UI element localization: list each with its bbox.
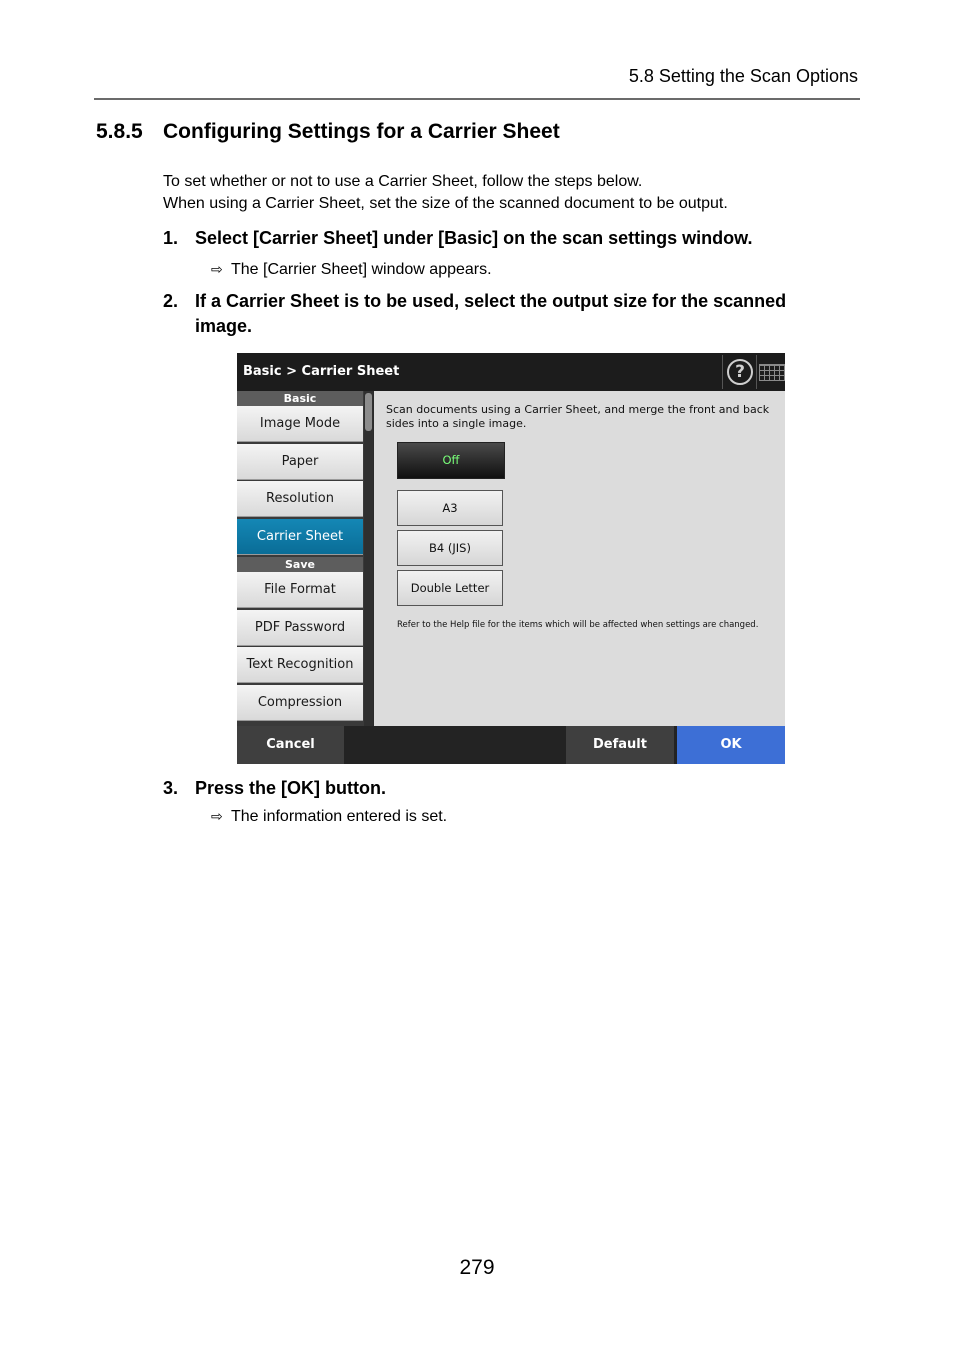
step-1	[163, 226, 752, 251]
running-header: 5.8 Setting the Scan Options	[628, 66, 858, 86]
section-number: 5.8.5	[96, 120, 143, 143]
step-2	[163, 289, 843, 339]
help-note: Refer to the Help file for the items which will be affected when settings are changed.	[397, 620, 759, 630]
option-b4-jis[interactable]: B4 (JIS)	[397, 530, 503, 566]
scan-settings-screen	[237, 353, 785, 764]
sidebar-item-paper[interactable]: Paper	[237, 444, 363, 480]
sidebar-item-pdf-password[interactable]: PDF Password	[237, 610, 363, 646]
result-text: The information entered is set.	[231, 808, 448, 825]
cancel-button[interactable]: Cancel	[237, 726, 344, 764]
header-rule	[94, 98, 860, 100]
section-title-text: Configuring Settings for a Carrier Sheet	[163, 120, 560, 143]
group-label-save: Save	[237, 557, 363, 572]
step-text: If a Carrier Sheet is to be used, select the output size for the scanned image.	[195, 291, 787, 336]
help-button[interactable]	[722, 355, 757, 389]
sidebar-item-text-recognition[interactable]: Text Recognition	[237, 647, 363, 683]
option-double-letter[interactable]: Double Letter	[397, 570, 503, 606]
sidebar-item-compression[interactable]: Compression	[237, 685, 363, 721]
result-text: The [Carrier Sheet] window appears.	[231, 261, 492, 278]
sidebar-item-resolution[interactable]: Resolution	[237, 481, 363, 517]
section-title	[96, 120, 560, 144]
result-arrow-icon: ⇨	[211, 808, 223, 824]
group-label-basic: Basic	[237, 391, 363, 406]
option-off[interactable]: Off	[397, 442, 505, 479]
step-text: Select [Carrier Sheet] under [Basic] on the scan settings window.	[195, 228, 753, 248]
step-number: 1.	[163, 228, 179, 248]
scrollbar-thumb[interactable]	[365, 393, 372, 431]
result-arrow-icon: ⇨	[211, 261, 223, 277]
step-3	[163, 776, 386, 801]
sidebar-item-image-mode[interactable]: Image Mode	[237, 406, 363, 442]
intro-line: When using a Carrier Sheet, set the size of the scanned document to be output.	[163, 195, 728, 212]
sidebar	[237, 391, 364, 726]
default-button[interactable]: Default	[566, 726, 674, 764]
sidebar-item-carrier-sheet[interactable]: Carrier Sheet	[237, 519, 363, 555]
intro-paragraph	[163, 171, 728, 215]
sidebar-item-file-format[interactable]: File Format	[237, 572, 363, 608]
step-number: 3.	[163, 778, 179, 798]
ok-button[interactable]: OK	[677, 726, 785, 764]
content-panel	[374, 391, 785, 726]
step-1-result	[211, 261, 492, 279]
keyboard-button[interactable]	[756, 355, 785, 389]
breadcrumb: Basic > Carrier Sheet	[243, 364, 400, 379]
bottom-bar	[237, 726, 785, 764]
page-number: 279	[459, 1256, 495, 1279]
step-number: 2.	[163, 291, 179, 311]
step-3-result	[211, 808, 447, 826]
intro-line: To set whether or not to use a Carrier Sheet, follow the steps below.	[163, 173, 643, 190]
keyboard-icon	[759, 364, 785, 381]
title-bar	[237, 353, 785, 391]
sidebar-scrollbar[interactable]	[364, 391, 373, 726]
help-icon: ?	[727, 359, 753, 385]
option-a3[interactable]: A3	[397, 490, 503, 526]
step-text: Press the [OK] button.	[195, 778, 387, 798]
description-text: Scan documents using a Carrier Sheet, and merge the front and back sides into a single image.	[386, 403, 770, 430]
